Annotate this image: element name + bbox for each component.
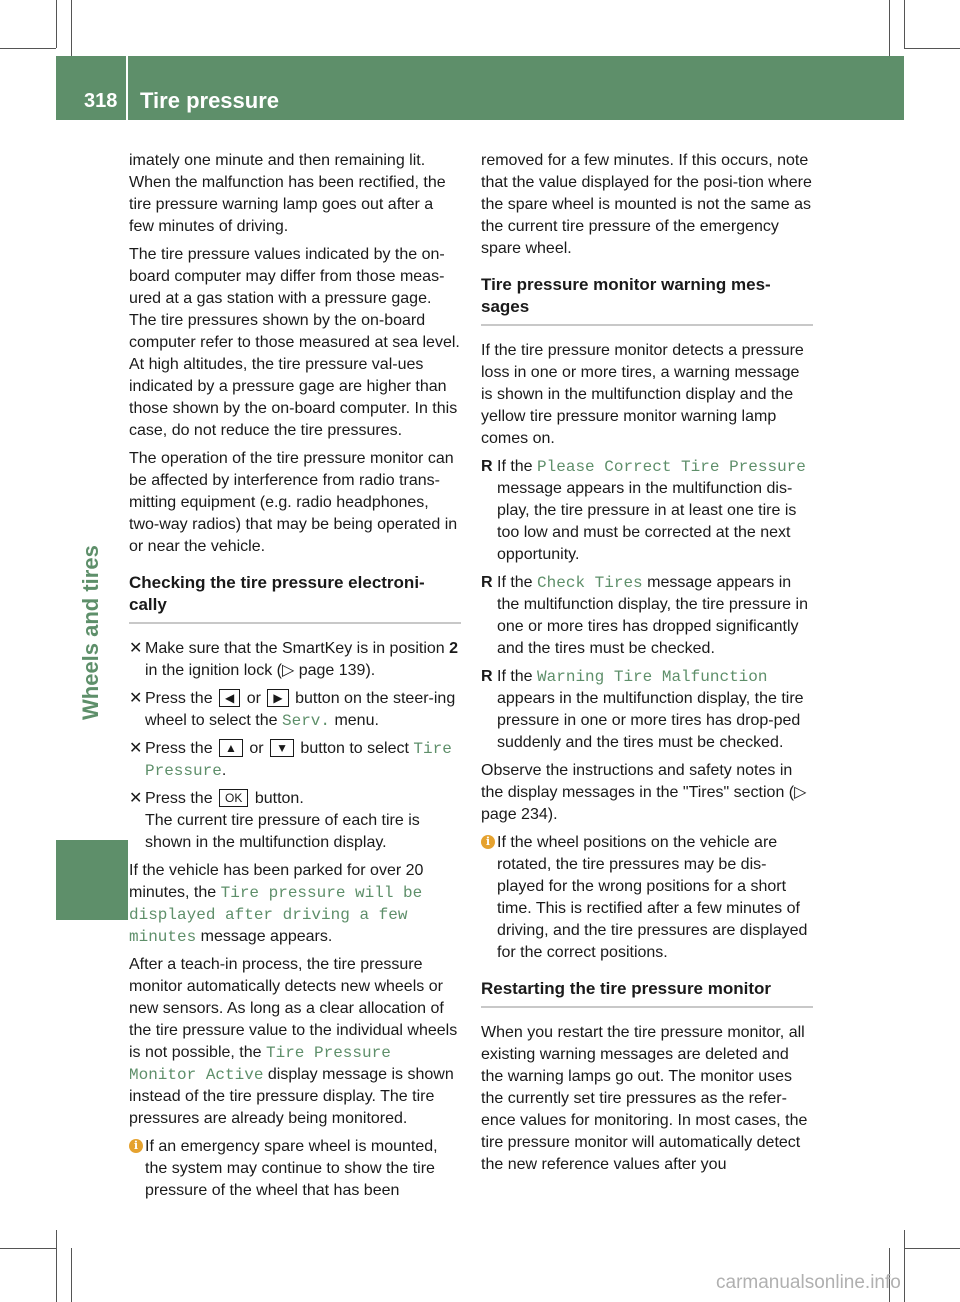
crop-mark [904, 0, 905, 48]
bullet-item: R If the Please Correct Tire Pressure message appears in the multifunction dis-play, the tire pressure in at least one tire is too low and must be corrected at the next opportunity. [481, 458, 806, 563]
info-icon: i [129, 1139, 143, 1153]
section-heading: Checking the tire pressure electroni-cally [129, 573, 425, 614]
paragraph: imately one minute and then remaining lit. When the malfunction has been rectified, the tire pressure warning lamp goes out after a few minutes of driving. [129, 152, 446, 235]
page-title: Tire pressure [140, 88, 280, 113]
ok-key-icon: OK [219, 789, 248, 807]
crop-mark [904, 1248, 960, 1249]
crop-mark [56, 1230, 57, 1302]
crop-mark [0, 1248, 56, 1249]
bullet-marker-icon: R [481, 668, 493, 685]
info-icon: i [481, 835, 495, 849]
crop-mark [71, 0, 72, 56]
crop-mark [889, 0, 890, 56]
crop-mark [71, 1248, 72, 1302]
side-tab-label: Wheels and tires [78, 545, 103, 720]
step-marker-icon: ✕ [129, 740, 143, 757]
section-rule [481, 1006, 813, 1008]
step-marker-icon: ✕ [129, 690, 143, 707]
left-arrow-key-icon: ◀ [219, 689, 240, 707]
up-arrow-key-icon: ▲ [219, 739, 243, 757]
section-heading: Restarting the tire pressure monitor [481, 979, 772, 998]
paragraph: removed for a few minutes. If this occurs, note that the value displayed for the posi-tion where the spare wheel is mounted is not the same as the current tire pressure of the emergency spare wheel. [481, 152, 812, 257]
section-rule [129, 622, 461, 624]
display-message: Check Tires [537, 574, 643, 592]
display-message: Tire Pressure [145, 740, 452, 780]
display-message: Tire pressure will be displayed after driving a few minutes [129, 884, 423, 946]
step-marker-icon: ✕ [129, 640, 143, 657]
bullet-item: R If the Warning Tire Malfunction appears in the multifunction display, the tire pressure in one or more tires has drop-ped suddenly and the tires must be checked. [481, 668, 804, 751]
step-item: ✕ Press the ◀ or ▶ button on the steer-ing wheel to select the Serv. menu. [129, 690, 456, 730]
display-message: Tire Pressure Monitor Active [129, 1044, 391, 1084]
info-note: i If the wheel positions on the vehicle are rotated, the tire pressures may be dis-played for the wrong positions for a short time. This is rectified after a few minutes of driving, and the tire pressures are displayed for the correct positions. [481, 832, 813, 964]
paragraph: If the vehicle has been parked for over 20 minutes, the Tire pressure will be displayed after driving a few minutes message appears. [129, 862, 424, 946]
bullet-item: R If the Check Tires message appears in the multifunction display, the tire pressure in one or more tires has dropped significantly and the tires must be checked. [481, 574, 808, 657]
step-item: ✕ Press the OK button. The current tire pressure of each tire is shown in the multifunction display. [129, 790, 420, 851]
right-arrow-key-icon: ▶ [267, 689, 288, 707]
step-item: ✕ Press the ▲ or ▼ button to select Tire Pressure. [129, 740, 452, 780]
section-heading: Tire pressure monitor warning mes-sages [481, 275, 771, 316]
section-rule [481, 324, 813, 326]
paragraph: The operation of the tire pressure monitor can be affected by interference from radio trans-mitting equipment (e.g. radio headphones, two-way radios) that may be being operated in or near the vehicle. [129, 450, 458, 555]
crop-mark [904, 1230, 905, 1302]
crop-mark [0, 48, 56, 49]
page-number: 318 [84, 90, 118, 112]
bullet-marker-icon: R [481, 458, 493, 475]
display-message: Please Correct Tire Pressure [537, 458, 806, 476]
crop-mark [904, 48, 960, 49]
paragraph: Observe the instructions and safety notes in the display messages in the "Tires" section (▷ page 234). [481, 762, 807, 823]
paragraph: When you restart the tire pressure monitor, all existing warning messages are deleted and the warning lamps go out. The monitor uses the currently set tire pressures as the refer-ence values for monitoring. In most cases, the tire pressure monitor will automatically detect the new reference values after you [481, 1024, 808, 1173]
display-message: Warning Tire Malfunction [537, 668, 768, 686]
watermark: carmanualsonline.info [716, 1272, 901, 1293]
side-tab [56, 840, 128, 920]
left-column [129, 150, 461, 1208]
header-divider [126, 56, 128, 120]
down-arrow-key-icon: ▼ [270, 739, 294, 757]
info-note: i If an emergency spare wheel is mounted, the system may continue to show the tire pressure of the wheel that has been [129, 1136, 461, 1202]
crop-mark [56, 0, 57, 48]
paragraph: After a teach-in process, the tire pressure monitor automatically detects new wheels or new sensors. As long as a clear allocation of the tire pressure value to the individual wheels is not possible, the Tire Pressure Monitor Active display message is shown instead of the tire pressure display. The tire pressures are already being monitored. [129, 956, 458, 1127]
bullet-marker-icon: R [481, 574, 493, 591]
display-message: Serv. [281, 712, 330, 730]
paragraph: If the tire pressure monitor detects a pressure loss in one or more tires, a warning message is shown in the multifunction display and the yellow tire pressure monitor warning lamp comes on. [481, 342, 804, 447]
step-item: ✕ Make sure that the SmartKey is in position 2 in the ignition lock (▷ page 139). [129, 640, 459, 679]
paragraph: The tire pressure values indicated by the on-board computer may differ from those meas-ured at a gas station with a pressure gage. The tire pressures shown by the on-board computer refer to those measured at sea level. At high altitudes, the tire pressure val-ues indicated by a pressure gage are higher than those shown by the on-board computer. In this case, do not reduce the tire pressures. [129, 246, 460, 439]
right-column [481, 150, 813, 1182]
step-marker-icon: ✕ [129, 790, 143, 807]
